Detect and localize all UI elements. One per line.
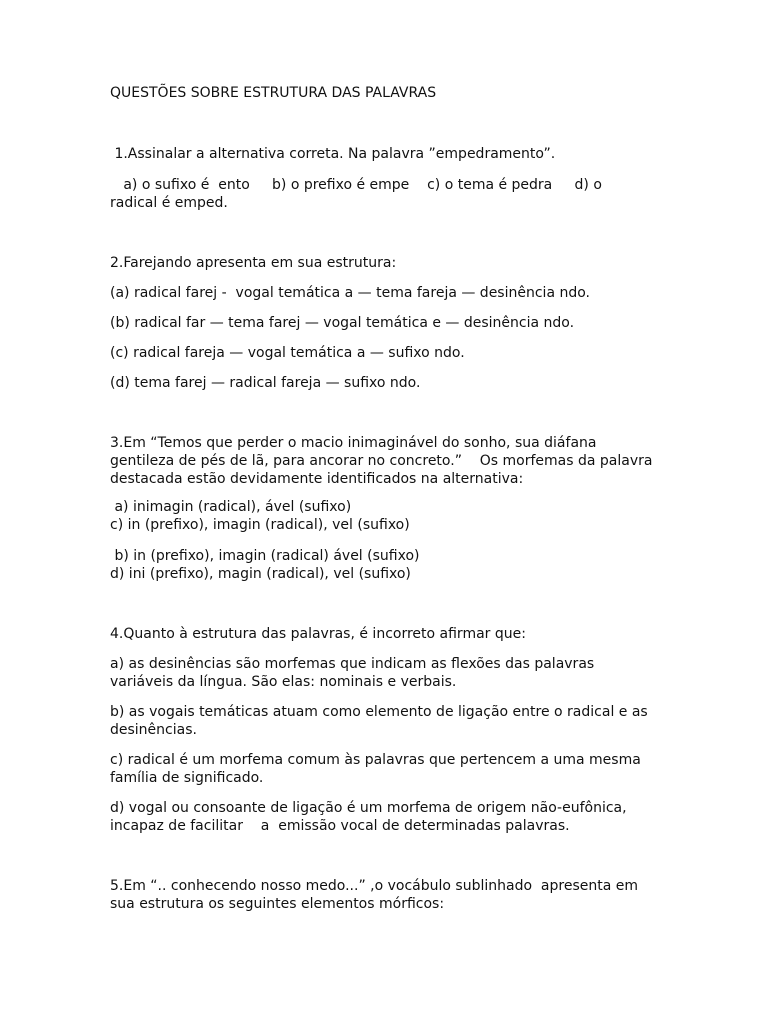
question-4-stem: 4.Quanto à estrutura das palavras, é incorreto afirmar que:	[110, 626, 526, 642]
question-2-stem: 2.Farejando apresenta em sua estrutura:	[110, 255, 397, 271]
question-3-option-d: d) ini (prefixo), magin (radical), vel (sufixo)	[110, 566, 411, 582]
question-1-options-line-1: a) o sufixo é ento b) o prefixo é empe c) o tema é pedra d) o	[110, 177, 602, 193]
question-4-option-d-line-2: incapaz de facilitar a emissão vocal de determinadas palavras.	[110, 818, 570, 834]
question-3-option-a: a) inimagin (radical), ável (sufixo)	[110, 499, 352, 515]
question-3-option-b: b) in (prefixo), imagin (radical) ável (sufixo)	[110, 548, 420, 564]
question-4-option-a-line-2: variáveis da língua. São elas: nominais e verbais.	[110, 674, 457, 690]
question-4-option-c-line-1: c) radical é um morfema comum às palavras que pertencem a uma mesma	[110, 752, 641, 768]
question-5-stem-line-2: sua estrutura os seguintes elementos mórficos:	[110, 896, 445, 912]
question-2-option-d: (d) tema farej — radical fareja — sufixo ndo.	[110, 375, 421, 391]
question-4-option-d-line-1: d) vogal ou consoante de ligação é um morfema de origem não-eufônica,	[110, 800, 627, 816]
question-4-option-c-line-2: família de significado.	[110, 770, 264, 786]
question-2-option-b: (b) radical far — tema farej — vogal temática e — desinência ndo.	[110, 315, 575, 331]
question-5-stem-line-1: 5.Em “.. conhecendo nosso medo...” ,o vocábulo sublinhado apresenta em	[110, 878, 639, 894]
question-2-option-a: (a) radical farej - vogal temática a — tema fareja — desinência ndo.	[110, 285, 590, 301]
question-3-stem-line-1: 3.Em “Temos que perder o macio inimaginável do sonho, sua diáfana	[110, 435, 597, 451]
page-title: QUESTÕES SOBRE ESTRUTURA DAS PALAVRAS	[110, 85, 437, 101]
question-4-option-b-line-1: b) as vogais temáticas atuam como elemento de ligação entre o radical e as	[110, 704, 648, 720]
question-3-stem-line-3: destacada estão devidamente identificados na alternativa:	[110, 471, 524, 487]
question-3-stem-line-2: gentileza de pés de lã, para ancorar no concreto.” Os morfemas da palavra	[110, 453, 653, 469]
question-1-options-line-2: radical é emped.	[110, 195, 228, 211]
question-2-option-c: (c) radical fareja — vogal temática a — sufixo ndo.	[110, 345, 465, 361]
question-3-option-c: c) in (prefixo), imagin (radical), vel (sufixo)	[110, 517, 410, 533]
question-4-option-b-line-2: desinências.	[110, 722, 197, 738]
question-1-stem: 1.Assinalar a alternativa correta. Na palavra ”empedramento”.	[110, 146, 556, 162]
question-4-option-a-line-1: a) as desinências são morfemas que indicam as flexões das palavras	[110, 656, 595, 672]
